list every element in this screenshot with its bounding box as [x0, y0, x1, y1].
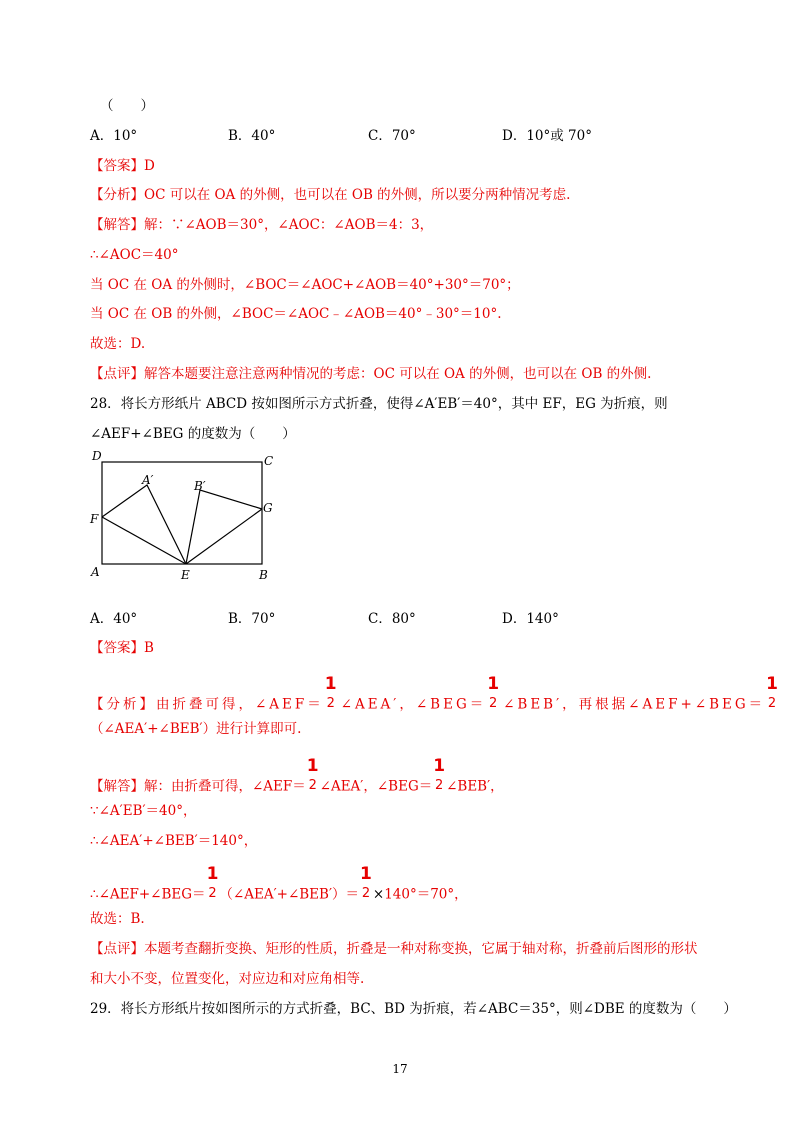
fraction-half: 1 2 [324, 674, 340, 711]
label-d: D [92, 449, 102, 463]
answer: 【答案】B [90, 640, 154, 656]
option-a: A．10° [90, 128, 138, 144]
solution-line: ∴∠AEA′+∠BEB′＝140°， [90, 833, 258, 849]
analysis [90, 674, 782, 722]
label-b-prime: B′ [194, 479, 206, 493]
comment: 【点评】解答本题要注意注意两种情况的考虑：OC 可以在 OA 的外侧，也可以在 OB 的外侧. [90, 366, 652, 382]
analysis-text: 【分析】由折叠可得，∠AEF＝ [90, 696, 324, 713]
page-number: 17 [392, 1062, 408, 1076]
answer-blank: （ ） [100, 98, 154, 114]
option-d: D．10°或 70° [502, 128, 592, 144]
solution-line: 当 OC 在 OB 的外侧，∠BOC＝∠AOC﹣∠AOB＝40°﹣30°＝10°. [90, 306, 502, 322]
solution-line: 故选：B. [90, 911, 145, 927]
analysis-text: ∠AEA′，∠BEG＝ [340, 696, 487, 713]
fold-triangle-right [186, 490, 262, 564]
solution-text: 140°＝70°， [384, 886, 468, 903]
folding-figure [88, 448, 278, 584]
solution-line [90, 864, 468, 912]
solution-text: 【解答】解：由折叠可得，∠AEF＝ [90, 778, 306, 795]
answer: 【答案】D [90, 158, 155, 174]
solution-line: 故选：D. [90, 336, 146, 352]
analysis: 【分析】OC 可以在 OA 的外侧，也可以在 OB 的外侧，所以要分两种情况考虑. [90, 187, 571, 203]
fraction-half: 1 2 [206, 864, 219, 901]
rectangle [102, 462, 262, 564]
fraction-half: 1 2 [766, 674, 781, 711]
solution-text: ∠BEB′， [446, 778, 504, 795]
solution-line: ∵∠A′EB′＝40°， [90, 803, 197, 819]
option-b: B．70° [228, 611, 276, 627]
analysis-cont: （∠AEA′+∠BEB′）进行计算即可. [90, 721, 302, 737]
option-c: C．80° [368, 611, 416, 627]
solution-line [90, 756, 504, 804]
option-b: B．40° [228, 128, 276, 144]
fraction-half: 1 2 [306, 756, 319, 793]
label-g: G [263, 501, 273, 515]
times-sign: × [372, 886, 385, 903]
label-a: A [91, 565, 100, 579]
question-stem: ∠AEF+∠BEG 的度数为（ ） [90, 426, 296, 442]
solution-line: 【解答】解：∵∠AOB＝30°，∠AOC：∠AOB＝4：3， [90, 217, 434, 233]
fraction-half: 1 2 [487, 674, 503, 711]
solution-text: （∠AEA′+∠BEB′）＝ [219, 886, 360, 903]
crease-eg [186, 509, 262, 564]
fraction-half: 1 2 [433, 756, 446, 793]
solution-line: ∴∠AOC＝40° [90, 247, 179, 263]
label-c: C [264, 454, 274, 468]
option-a: A．40° [90, 611, 138, 627]
label-a-prime: A′ [142, 473, 154, 487]
question-stem: 29．将长方形纸片按如图所示的方式折叠，BC、BD 为折痕，若∠ABC＝35°，则∠DBE 的度数为（ ） [90, 1001, 737, 1017]
solution-line: 当 OC 在 OA 的外侧时，∠BOC＝∠AOC+∠AOB＝40°+30°＝70°； [90, 277, 520, 293]
label-f: F [90, 512, 99, 526]
solution-text: ∠AEA′，∠BEG＝ [319, 778, 433, 795]
option-d: D．140° [502, 611, 559, 627]
label-e: E [181, 568, 190, 582]
comment: 【点评】本题考查翻折变换、矩形的性质，折叠是一种对称变换，它属于轴对称，折叠前后图形的形状 [90, 941, 698, 957]
crease-ef [102, 517, 186, 564]
comment-cont: 和大小不变，位置变化，对应边和对应角相等. [90, 971, 365, 987]
question-stem: 28．将长方形纸片 ABCD 按如图所示方式折叠，使得∠A′EB′＝40°，其中 EF，EG 为折痕，则 [90, 396, 668, 412]
label-b: B [259, 568, 268, 582]
fraction-half: 1 2 [360, 864, 372, 901]
analysis-text: ∠BEB′，再根据∠AEF+∠BEG＝ [503, 696, 766, 713]
option-c: C．70° [368, 128, 416, 144]
solution-text: ∴∠AEF+∠BEG＝ [90, 886, 206, 903]
